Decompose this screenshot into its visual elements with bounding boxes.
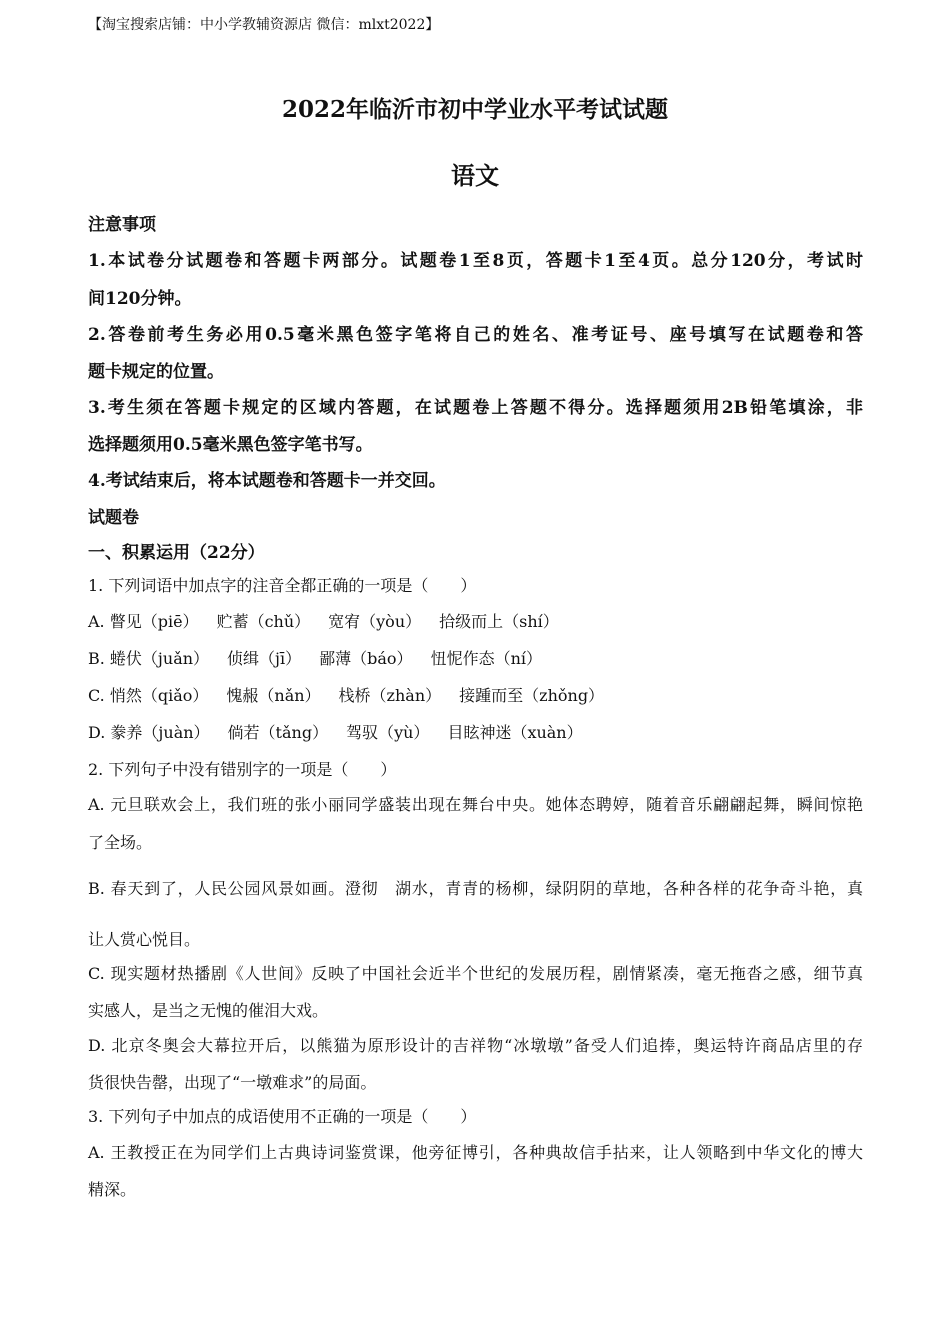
question-2-option-c-cont: 实感人，是当之无愧的催泪大戏。	[88, 1001, 329, 1020]
question-2-option-a-cont: 了全场。	[88, 833, 153, 852]
question-1-option-d: D. 豢养（juàn） 倘若（tǎng） 驾驭（yù） 目眩神迷（xuàn）	[88, 723, 583, 742]
question-2-option-d-cont: 货很快告罄，出现了“一墩难求”的局面。	[88, 1073, 377, 1092]
notice-line: 1.本试卷分试题卷和答题卡两部分。试题卷1至8页，答题卡1至4页。总分120分，考试时	[88, 251, 863, 271]
notice-line: 题卡规定的位置。	[88, 362, 224, 382]
subject-title: 语文	[451, 161, 499, 190]
notice-heading: 注意事项	[88, 215, 156, 235]
question-1-option-c: C. 悄然（qiǎo） 愧赧（nǎn） 栈桥（zhàn） 接踵而至（zhǒng）	[88, 686, 605, 705]
section-heading: 一、积累运用（22分）	[88, 543, 265, 563]
question-3-stem: 3. 下列句子中加点的成语使用不正确的一项是（ ）	[88, 1107, 477, 1126]
question-2-option-d: D. 北京冬奥会大幕拉开后，以熊猫为原形设计的吉祥物“冰墩墩”备受人们追捧，奥运特许商品店里的存	[88, 1036, 863, 1055]
exam-title: 2022年临沂市初中学业水平考试试题	[281, 96, 668, 123]
notice-line: 选择题须用0.5毫米黑色签字笔书写。	[88, 435, 373, 455]
question-1-stem: 1. 下列词语中加点字的注音全都正确的一项是（ ）	[88, 576, 477, 595]
question-2-option-c: C. 现实题材热播剧《人世间》反映了中国社会近半个世纪的发展历程，剧情紧凑，毫无拖沓之感，细节真	[88, 964, 863, 983]
question-3-option-a: A. 王教授正在为同学们上古典诗词鉴赏课，他旁征博引，各种典故信手拈来，让人领略到中华文化的博大	[88, 1143, 863, 1162]
question-2-stem: 2. 下列句子中没有错别字的一项是（ ）	[88, 760, 397, 779]
question-3-option-a-cont: 精深。	[88, 1180, 137, 1199]
notice-line: 3.考生须在答题卡规定的区域内答题，在试题卷上答题不得分。选择题须用2B铅笔填涂，非	[88, 398, 863, 418]
question-1-option-b: B. 蜷伏（juǎn） 侦缉（jī） 鄙薄（báo） 忸怩作态（ní）	[88, 649, 542, 668]
question-2-option-b-cont: 让人赏心悦目。	[88, 930, 201, 949]
question-2-option-b: B. 春天到了，人民公园风景如画。澄彻 湖水，青青的杨柳，绿阴阴的草地，各种各样的花争奇斗艳，真	[88, 879, 863, 898]
question-2-option-a: A. 元旦联欢会上，我们班的张小丽同学盛装出现在舞台中央。她体态聘婷，随着音乐翩翩起舞，瞬间惊艳	[88, 795, 863, 814]
paper-label: 试题卷	[88, 508, 139, 528]
notice-line: 4.考试结束后，将本试题卷和答题卡一并交回。	[88, 471, 446, 491]
notice-line: 间120分钟。	[88, 289, 192, 309]
question-1-option-a: A. 瞥见（piē） 贮蓄（chǔ） 宽宥（yòu） 拾级而上（shí）	[88, 612, 559, 631]
shop-note: 【淘宝搜索店铺：中小学教辅资源店 微信：mlxt2022】	[88, 17, 440, 33]
notice-line: 2.答卷前考生务必用0.5毫米黑色签字笔将自己的姓名、准考证号、座号填写在试题卷和答	[88, 325, 863, 345]
